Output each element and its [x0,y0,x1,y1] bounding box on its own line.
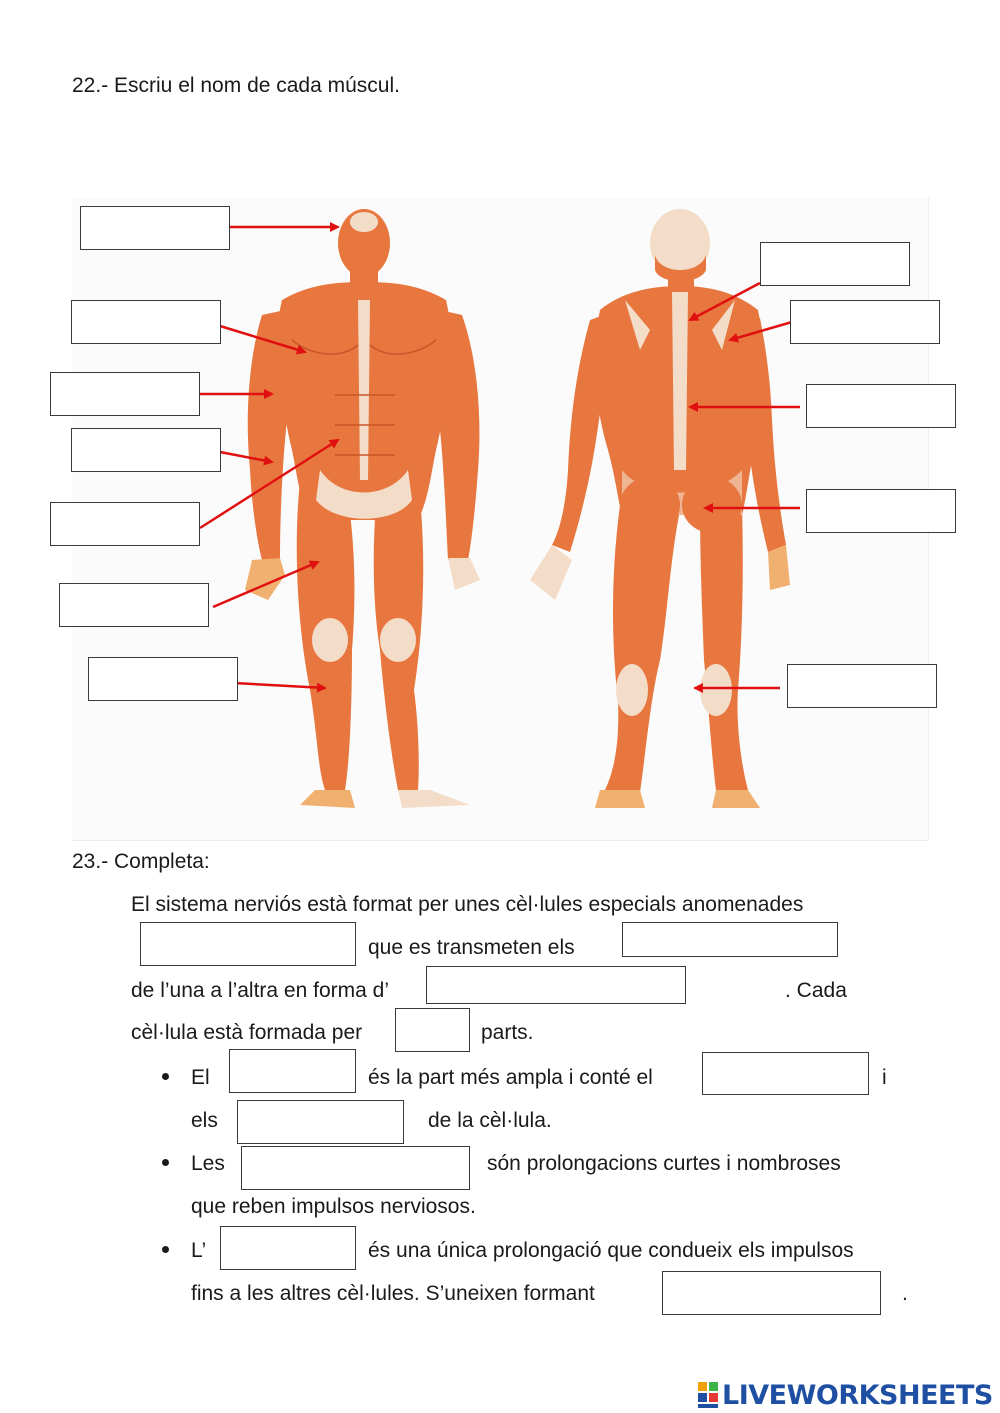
paragraph-line-4-start: cèl·lula està formada per [131,1021,363,1044]
bullet-3-line-2-end: . [902,1282,908,1305]
axo-input[interactable] [220,1226,356,1270]
nucli-input[interactable] [702,1052,869,1095]
muscle-answer-input-10[interactable] [806,384,956,428]
cos-cellular-input[interactable] [229,1049,356,1093]
bullet-3-line-2: fins a les altres cèl·lules. S’uneixen formant [191,1282,595,1305]
muscle-answer-input-2[interactable] [71,300,221,344]
question-22-title: 22.- Escriu el nom de cada múscul. [72,74,400,97]
muscle-answer-input-4[interactable] [71,428,221,472]
liveworksheets-logo-icon [697,1381,719,1409]
bullet-1 [162,1073,169,1080]
paragraph-line-1: El sistema nerviós està format per unes cèl·lules especials anomenades [131,893,804,916]
bullet-3 [162,1246,169,1253]
question-23-title: 23.- Completa: [72,850,210,873]
xarxa-input[interactable] [662,1271,881,1315]
muscle-answer-input-3[interactable] [50,372,200,416]
bullet-2-end: són prolongacions curtes i nombroses [487,1152,841,1175]
bullet-1-end: i [882,1066,887,1089]
muscle-answer-input-1[interactable] [80,206,230,250]
muscle-answer-input-12[interactable] [787,664,937,708]
bullet-2-start: Les [191,1152,225,1175]
liveworksheets-logo [697,1378,993,1412]
muscle-answer-input-7[interactable] [88,657,238,701]
parts-count-input[interactable] [395,1008,470,1052]
muscle-answer-input-11[interactable] [806,489,956,533]
paragraph-line-3-start: de l’una a l’altra en forma d’ [131,979,389,1002]
front-body-figure [245,209,480,808]
bullet-3-end: és una única prolongació que condueix els impulsos [368,1239,854,1262]
muscle-answer-input-6[interactable] [59,583,209,627]
neurones-input[interactable] [140,922,356,966]
paragraph-line-3-end: . Cada [785,979,847,1002]
bullet-1-line-2-end: de la cèl·lula. [428,1109,552,1132]
paragraph-line-2-text: que es transmeten els [368,936,575,959]
form-input[interactable] [426,966,686,1004]
bullet-3-start: L’ [191,1239,207,1262]
impulsos-input[interactable] [622,922,838,957]
dendrites-input[interactable] [241,1146,470,1190]
bullet-2 [162,1159,169,1166]
bullet-1-line-2-start: els [191,1109,218,1132]
muscle-answer-input-9[interactable] [790,300,940,344]
liveworksheets-brand-text: LIVEWORKSHEETS [722,1379,993,1411]
organuls-input[interactable] [237,1100,404,1144]
bullet-1-start: El [191,1066,210,1089]
bullet-2-line-2: que reben impulsos nerviosos. [191,1195,476,1218]
muscle-answer-input-5[interactable] [50,502,200,546]
muscle-answer-input-8[interactable] [760,242,910,286]
bullet-1-mid: és la part més ampla i conté el [368,1066,653,1089]
paragraph-line-4-end: parts. [481,1021,534,1044]
